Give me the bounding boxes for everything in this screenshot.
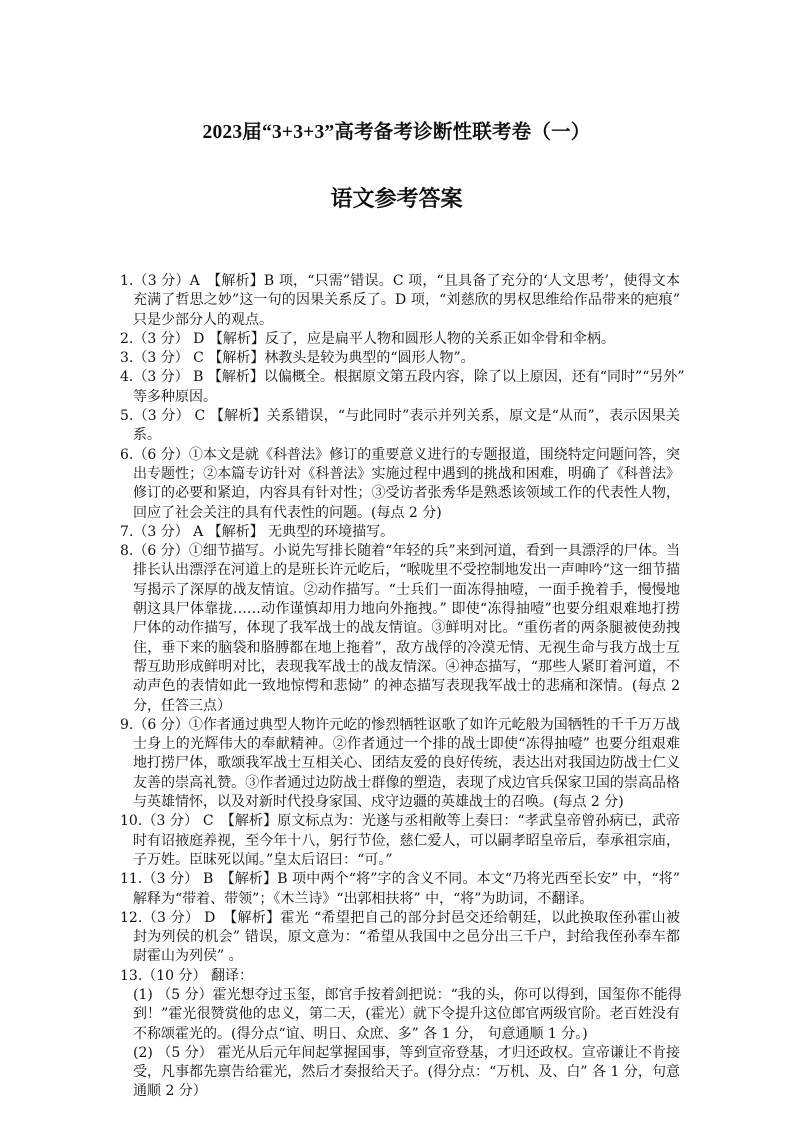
- answer-line: 士身上的光辉伟大的奉献精神。②作者通过一个排的战士即使“冻得抽噎” 也要分组艰难: [133, 736, 680, 753]
- answer-line: 帮互助形成鲜明对比，表现我军战士的战友情深。④神态描写，“那些人紧盯着河道，不: [133, 658, 680, 675]
- answer-item: [120, 330, 680, 349]
- answer-line: 13.（10 分） 翻译：: [120, 967, 253, 984]
- answer-item: [120, 870, 680, 909]
- answer-line: 9.（6 分）①作者通过典型人物许元屹的惨烈牺牲讴歌了如许元屹般为国牺牲的千千万万战: [120, 716, 680, 733]
- answer-line: 写揭示了深厚的战友情谊。②动作描写。“士兵们一面冻得抽噎，一面手挽着手，慢慢地: [133, 581, 680, 598]
- answer-line: 受，凡事都先禀告给霍光，然后才奏报给天子。(得分点：“万机、及、白” 各 1 分，句意: [133, 1064, 680, 1081]
- answer-list: [120, 272, 685, 1102]
- answer-line: 10.（3 分） C 【解析】原文标点为：光遂与丞相敞等上奏曰：“孝武皇帝曾孙病已，武帝: [120, 813, 680, 830]
- answer-line: 分，任答三点）: [133, 697, 231, 714]
- answer-line: (2) （5 分） 霍光从后元年间起掌握国事，等到宣帝登基，才归还政权。宣帝谦让不肯接: [133, 1044, 680, 1061]
- answer-line: 通顺 2 分）: [133, 1083, 207, 1100]
- answer-line: 友善的崇高礼赞。③作者通过边防战士群像的塑造，表现了戍边官兵保家卫国的崇高品格: [133, 774, 680, 791]
- answer-line: 动声色的表情如此一致地惊愕和悲恸” 的神态描写表现我军战士的悲痛和深情。(每点 2: [133, 678, 680, 695]
- answer-item: [120, 407, 680, 446]
- answer-line: 封为列侯的机会” 错误，原文意为：“希望从我国中之邑分出三千户，封给我侄孙奉车都: [133, 929, 680, 946]
- answer-line: 6.（6 分）①本文是就《科普法》修订的重要意义进行的专题报道，围绕特定问题问答，突: [120, 446, 680, 463]
- answer-line: 系。: [133, 427, 161, 444]
- answer-line: 4.（3 分） B 【解析】以偏概全。根据原文第五段内容，除了以上原因，还有“同时”“另外”: [120, 369, 685, 386]
- answer-line: 2.（3 分） D 【解析】反了，应是扁平人物和圆形人物的关系正如伞骨和伞柄。: [120, 330, 615, 347]
- answer-item: [120, 523, 680, 542]
- answer-line: 修订的必要和紧迫，内容具有针对性；③受访者张秀华是熟悉该领域工作的代表性人物，: [133, 485, 680, 502]
- translation-subitem: [120, 1044, 680, 1102]
- answer-line: 地打捞尸体，歌颂我军战士互相关心、团结友爱的良好传统，表达出对我国边防战士仁义: [133, 755, 680, 772]
- answer-line: 等多种原因。: [133, 388, 217, 405]
- answer-line: 时有诏掖庭养视，至今年十八，躬行节俭，慈仁爱人，可以嗣孝昭皇帝后，奉承祖宗庙，: [133, 832, 680, 849]
- answer-line: 回应了社会关注的具有代表性的问题。(每点 2 分): [133, 504, 442, 521]
- answer-item: [120, 446, 680, 523]
- answer-line: 与英雄情怀，以及对新时代投身家国、戍守边疆的英雄战士的召唤。(每点 2 分): [133, 794, 624, 811]
- answer-line: 8.（6 分）①细节描写。小说先写排长随着“年轻的兵”来到河道，看到一具漂浮的尸体。当: [120, 543, 680, 560]
- document-title: 2023届“3+3+3”高考备考诊断性联考卷（一）: [202, 122, 591, 143]
- translation-subitem: [120, 986, 680, 1044]
- answer-item: [120, 967, 680, 986]
- answer-line: 到！”霍光很赞赏他的忠义，第二天，(霍光）就下令提升这位郎官两级官阶。老百姓没有: [133, 1006, 680, 1023]
- answer-item: [120, 349, 680, 368]
- answer-line: 住，垂下来的脑袋和胳膊都在地上拖着”，敌方战俘的冷漠无情、无视生命与我方战士互: [133, 639, 680, 656]
- answer-item: [120, 909, 680, 967]
- answer-line: 排长认出漂浮在河道上的是班长许元屹后，“喉咙里不受控制地发出一声呻吟”这一细节描: [133, 562, 680, 579]
- answer-line: 解释为“带着、带领”；《木兰诗》“出郭相扶将” 中，“将”为助词，不翻译。: [133, 890, 594, 907]
- answer-line: 11.（3 分） B 【解析】B 项中两个“将”字的含义不同。本文“乃将光西至长安” 中，“将”: [120, 871, 680, 888]
- answer-item: [120, 542, 680, 716]
- document-subtitle: 语文参考答案: [330, 186, 463, 212]
- answer-line: 3.（3 分） C 【解析】林教头是较为典型的“圆形人物”。: [120, 350, 475, 367]
- answer-item: [120, 812, 680, 870]
- answer-line: 子万姓。臣昧死以闻。”皇太后诏曰：“可。”: [133, 851, 393, 868]
- answer-item: [120, 272, 680, 330]
- answer-line: 只是少部分人的观点。: [133, 311, 273, 328]
- answer-line: 充满了哲思之妙”这一句的因果关系反了。D 项，“刘慈欣的男权思维给作品带来的疤痕”: [133, 292, 680, 309]
- answer-line: 1.（3 分）A 【解析】B 项，“只需”错误。C 项，“且具备了充分的‘人文思考’，使得文本: [120, 273, 680, 289]
- answer-line: 12.（3 分） D 【解析】霍光 “希望把自己的部分封邑交还给朝廷，以此换取侄孙霍山被: [120, 909, 680, 926]
- answer-line: 不称颂霍光的。(得分点“谊、明日、众庶、多” 各 1 分， 句意通顺 1 分。): [133, 1025, 588, 1042]
- answer-line: 尉霍山为列侯” 。: [133, 948, 243, 965]
- answer-line: 朝这具尸体靠拢……动作谨慎却用力地向外拖拽。” 即使“冻得抽噎”也要分组艰难地打捞: [133, 601, 680, 618]
- answer-line: 出专题性；②本篇专访针对《科普法》实施过程中遇到的挑战和困难，明确了《科普法》: [133, 465, 680, 482]
- answer-item: [120, 716, 680, 812]
- answer-line: 7.（3 分） A 【解析】 无典型的环境描写。: [120, 523, 395, 540]
- answer-line: (1) （5 分）霍光想夺过玉玺，郎官手按着剑把说：“我的头，你可以得到，国玺你不能得: [133, 986, 682, 1003]
- answer-line: 尸体的动作描写，体现了我军战士的战友情谊。③鲜明对比。“重伤者的两条腿被使劲拽: [133, 620, 680, 637]
- answer-item: [120, 368, 685, 407]
- answer-line: 5.（3 分） C 【解析】关系错误，“与此同时”表示并列关系，原文是“从而”，表示因果关: [120, 408, 680, 425]
